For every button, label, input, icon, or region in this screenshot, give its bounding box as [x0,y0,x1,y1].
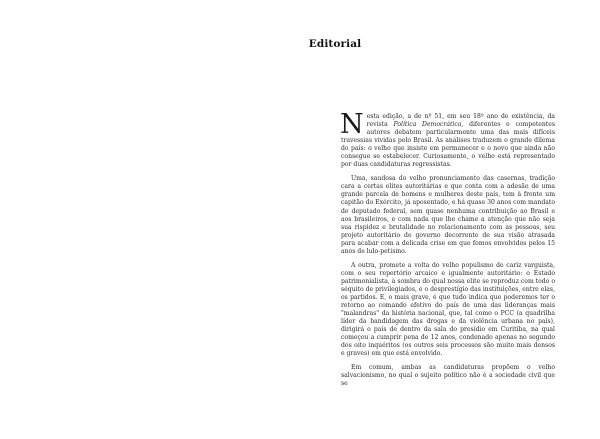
paragraph-4 [341,364,555,388]
paragraph-text: esta edição, a de nº 51, em seu 18º ano de existência, da revista [366,113,555,129]
italic-text: Política Democrática [393,121,462,129]
paragraph-text: , diferentes e competentes autores debatem particularmente uma das mais difíceis travessias vividas pelo Brasil. As análises traduzem o grande dilema do país: o velho que insiste em permanecer e o novo que ainda não consegue se estabelecer. Curiosamente, o velho está representado por duas candidaturas regressistas. [341,121,555,169]
paragraph-text: A outra, promete a volta do velho populismo de cariz varguista, com o seu repertório arcaico e igualmente autoritário: o Estado patrimonialista, à sombra do qual nossa elite se reproduz com todo o séquito de privilegiados, e o desprestígio das instituições, entre elas, os partidos. E, o mais grave, é que tudo indica que poderemos ter o retorno ao comando efetivo do país de uma das lideranças mais "malandras" da história nacional, que, tal como o PCC (a quadrilha líder da bandidagem das drogas e da violência urbana no país), dirigirá o país de dentro da sala do presídio em Curitiba, na qual começou a cumprir pena de 12 anos, condenado apenas no segundo dos oito inquéritos (os outros seis processos são muito mais densos e graves) em que está envolvido. [341,261,555,358]
editorial-body [340,109,555,389]
paragraph-3 [341,262,555,359]
paragraph-1 [340,109,555,169]
drop-cap: N [340,109,364,140]
page-title: Editorial [308,38,362,50]
paragraph-2 [341,175,555,255]
paragraph-text: Uma, saudosa do velho pronunciamento das casernas, tradição cara a certas elites autoritárias e que conta com a adesão de uma grande parcela de homens e mulheres deste país, tem à frente um capitão do Exército, já aposentado, e há quase 30 anos com mandato de deputado federal, sem quase nenhuma contribuição ao Brasil e aos brasileiros, e com nada que lhe chame a atenção que não seja sua rispidez e brutalidade no relacionamento com as pessoas, seu projeto autoritário de governo decorrente de sua visão atrasada para acabar com a delicada crise em que fomos envolvidos pelos 15 anos de lulo-petismo. [341,175,555,255]
paragraph-text: Em comum, ambas as candidaturas propõem o velho salvacionismo, no qual o sujeito político não é a sociedade civil que se [341,364,555,388]
